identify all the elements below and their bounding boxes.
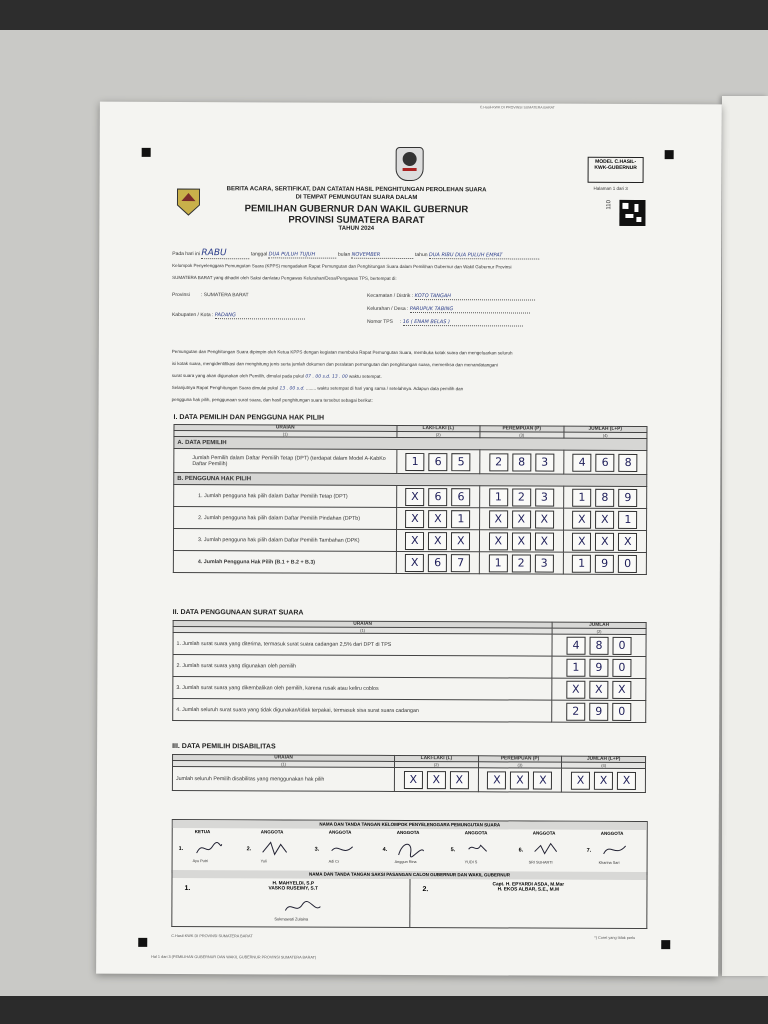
- body-p5: pengguna hak pilih, penggunaan surat suara, dan hasil penghitungan suara tersebut sebagai berikut:: [171, 396, 373, 403]
- month-value: NOVEMBER: [352, 252, 414, 259]
- header-line-2: DI TEMPAT PEMUNGUTAN SUARA DALAM: [295, 194, 418, 202]
- col-pr: PEREMPUAN (P): [480, 426, 563, 432]
- dpt-pr: 2 8 3: [480, 450, 564, 474]
- day-value: RABU: [201, 248, 249, 259]
- model-label: MODEL C.HASIL-KWK-GUBERNUR: [588, 157, 644, 183]
- footer-right: *) Coret yang tidak perlu: [594, 935, 636, 940]
- signature-scribble-icon: [261, 838, 289, 858]
- section-2-title: II. DATA PENGGUNAAN SURAT SUARA: [172, 608, 304, 617]
- header-title: PEMILIHAN GUBERNUR DAN WAKIL GUBERNUR: [244, 203, 469, 216]
- section-3-title: III. DATA PEMILIH DISABILITAS: [172, 742, 276, 751]
- signature-scribble-icon: [329, 839, 357, 859]
- top-strip-text: C.Hasil-KWK DI PROVINSI SUMATERA BARAT: [479, 105, 555, 110]
- qr-number: 110: [606, 200, 613, 210]
- signature-scribble-icon: [195, 838, 223, 858]
- kelurahan-field: Kelurahan / Desa : PARUPUK TABING: [367, 306, 530, 314]
- form-sheet: [96, 102, 722, 977]
- table-row: 3. Jumlah surat suara yang dikembalikan oleh pemilih, karena rusak atau keliru coblos X X X: [173, 676, 646, 700]
- table-row: 2. Jumlah surat suara yang digunakan oleh pemilih 1 9 0: [173, 654, 646, 678]
- table-row: 4. Jumlah Pengguna Hak Pilih (B.1 + B.2 + B.3) X 6 7 1 2 3 1 9 0: [173, 550, 646, 574]
- body-p4: Selanjutnya Rapat Penghitungan Suara dimulai pukul 13 . 00 s.d. ........ waktu setempat di hari yang sama / setelahnya. Adapun data pemilih dan: [171, 384, 464, 392]
- background-bottom: [0, 996, 768, 1024]
- footer-bottom: Hal 1 dari 3 (PEMILIHAN GUBERNUR DAN WAKIL GUBERNUR PROVINSI SUMATERA BARAT): [151, 954, 317, 960]
- divider: [409, 879, 410, 927]
- dpt-label: Jumlah Pemilih dalam Daftar Pemilih Tetap (DPT) (terdapat dalam Model A-KabKo Daftar Pemilih): [174, 448, 397, 473]
- saksi-signature-header: NAMA DAN TANDA TANGAN SAKSI PASANGAN CALON GUBERNUR DAN WAKIL GUBERNUR: [173, 870, 647, 880]
- dpt-jml: 4 6 8: [563, 450, 647, 474]
- section-1-title: I. DATA PEMILIH DAN PENGGUNA HAK PILIH: [173, 413, 325, 422]
- kpu-logo: [396, 147, 424, 181]
- saksi-1-signature-icon: [282, 898, 322, 916]
- kpps-signature-header: NAMA DAN TANDA TANGAN KELOMPOK PENYELENGGARA PEMUNGUTAN SUARA: [173, 820, 647, 830]
- table-row: 1. Jumlah pengguna hak pilih dalam Daftar Pemilih Tetap (DPT) X 6 6 1 2 3 1 8 9: [174, 484, 647, 508]
- qr-code-icon: [619, 200, 645, 226]
- table-row: 2. Jumlah pengguna hak pilih dalam Daftar Pemilih Pindahan (DPTb) X X 1 X X X X X 1: [174, 506, 647, 530]
- intro-p2: SUMATERA BARAT yang dihadiri oleh Saksi dan/atau Pengawas Kelurahan/Desa/Pengawas TPS, bertempat di:: [172, 274, 397, 281]
- signature-scribble-icon: [465, 839, 493, 859]
- section-3-table: URAIAN LAKI-LAKI (L) PEREMPUAN (P) JUMLAH (L+P) (1) (2) (3) (4) Jumlah seluruh Pemilih disabilitas yang menggunakan hak pilih X X X X X X X X X: [172, 754, 646, 793]
- background-top: [0, 0, 768, 30]
- signature-scribble-icon: [397, 839, 425, 859]
- section-1-table: URAIAN LAKI-LAKI (L) PEREMPUAN (P) JUMLAH (L+P) (1) (2) (3) (4) A. DATA PEMILIH Jumlah Pemilih dalam Daftar Pemilih Tetap (DPT) (terdapat dalam Model A-KabKo Daftar Pemilih) 1 6 5 2 8 3 4 6 8 B. PENGGUNA HAK PILIH 1. Jumlah pengguna hak pilih dalam Daftar Pemilih Tetap (DPT) X 6 6 1 2 3 1 8 9 2. Jumlah pengguna hak pilih dalam Daftar Pemilih Pindahan (DPTb) X X 1 X X X X X 1 3. Jumlah pengguna hak pilih dalam Daftar Pemilih Tambahan (DPK) X X X X X X X X X 4. Jumlah Pengguna Hak Pilih (B.1 + B.2 + B.3) X 6 7 1 2 3 1 9 0: [173, 424, 648, 575]
- dpt-lk: 1 6 5: [396, 449, 480, 473]
- col-jml: JUMLAH (L+P): [563, 426, 647, 432]
- header-province: PROVINSI SUMATERA BARAT: [288, 214, 425, 227]
- signature-scribble-icon: [601, 840, 629, 860]
- kpps-signature-block: NAMA DAN TANDA TANGAN KELOMPOK PENYELENGGARA PEMUNGUTAN SUARA KETUA ANGGOTA ANGGOTA ANGGOTA ANGGOTA ANGGOTA ANGGOTA 1. 2. 3. 4. 5. 6. 7. Ayu Putri Yuli Adi Cr Anggun Rina YUDI S SRI SUHARTI Kharina Sari: [172, 819, 648, 875]
- registration-mark: [142, 148, 151, 157]
- date-line: Pada hari ini RABU tanggal DUA PULUH TUJUH bulan NOVEMBER tahun DUA RIBU DUA PULUH EMPAT: [172, 248, 539, 261]
- tps-field: Nomor TPS : 16 ( ENAM BELAS ): [367, 319, 523, 327]
- header-year: TAHUN 2024: [338, 225, 375, 232]
- kecamatan-field: Kecamatan / Distrik : KOTO TANGAH: [367, 293, 535, 301]
- registration-mark: [665, 150, 674, 159]
- date-value: DUA PULUH TUJUH: [269, 251, 337, 258]
- kabkota-field: Kabupaten / Kota : PADANG: [172, 312, 305, 320]
- table-row: Jumlah seluruh Pemilih disabilitas yang menggunakan hak pilih X X X X X X X X X: [172, 766, 645, 792]
- registration-mark: [661, 940, 670, 949]
- saksi-signature-block: NAMA DAN TANDA TANGAN SAKSI PASANGAN CALON GUBERNUR DAN WAKIL GUBERNUR 1. H. MAHYELDI, S.P VASKO RUSEIMY, S.T Sukmawati Zulaina 2. Capt. H. EPYARDI ASDA, M.Mar H. EKOS ALBAR, S.E., M.M: [171, 870, 647, 929]
- section-2-table: URAIAN JUMLAH (1) (2) 1. Jumlah surat suara yang diterima, termasuk surat suara cadangan 2,5% dari DPT di TPS 4 8 0 2. Jumlah surat suara yang digunakan oleh pemilih 1 9 0 3. Jumlah surat suara yang dikembalikan oleh pemilih, karena rusak atau keliru coblos X X X 4. Jumlah seluruh surat suara yang tidak digunakan/tidak terpakai, termasuk sisa surat suara cadangan 2 9 0: [172, 620, 646, 723]
- signature-scribble-icon: [533, 840, 561, 860]
- header-line-1: BERITA ACARA, SERTIFIKAT, DAN CATATAN HASIL PENGHITUNGAN PEROLEHAN SUARA: [226, 186, 487, 194]
- provincial-emblem: [175, 187, 201, 217]
- registration-mark: [138, 938, 147, 947]
- col-uraian: URAIAN: [174, 424, 397, 431]
- page-number: Halaman 1 dari 3: [593, 185, 628, 191]
- intro-p1: Kelompok Penyelenggara Pemungutan Suara (KPPS) mengadakan Rapat Pemungutan dan Penghitungan Suara dalam Pemilihan Gubernur dan Wakil Gubernur Provinsi: [172, 262, 512, 270]
- table-row: 3. Jumlah pengguna hak pilih dalam Daftar Pemilih Tambahan (DPK) X X X X X X X X X: [173, 528, 646, 552]
- provinsi-field: Provinsi : SUMATERA BARAT: [172, 291, 249, 299]
- category-b: B. PENGGUNA HAK PILIH: [174, 472, 647, 486]
- footer-left: C.Hasil-KWK DI PROVINSI SUMATERA BARAT: [171, 933, 253, 939]
- body-p1: Pemungutan dan Penghitungan Suara dipimpin oleh Ketua KPPS dengan kegiatan membuka Rapat Pemungutan Suara, membuka kotak suara dan mengeluarkan seluruh: [171, 348, 513, 356]
- adjacent-paper-sheet: [722, 96, 768, 976]
- body-p3: surat suara yang akan digunakan oleh Pemilih, dimulai pada pukul 07 . 00 s.d. 13 . 00 waktu setempat.: [171, 372, 382, 380]
- body-p2: isi kotak suara, mengidentifikasi dan menghitung jenis serta jumlah dokumen dan peralatan pemungutan dan penghitungan suara, memeriksa dan menandatangani: [171, 360, 498, 368]
- col-lk: LAKI-LAKI (L): [397, 425, 480, 431]
- table-row: 1. Jumlah surat suara yang diterima, termasuk surat suara cadangan 2,5% dari DPT di TPS 4 8 0: [173, 632, 646, 656]
- table-row: 4. Jumlah seluruh surat suara yang tidak digunakan/tidak terpakai, termasuk sisa surat suara cadangan 2 9 0: [173, 698, 646, 722]
- category-a: A. DATA PEMILIH: [174, 436, 647, 450]
- year-value: DUA RIBU DUA PULUH EMPAT: [429, 252, 539, 259]
